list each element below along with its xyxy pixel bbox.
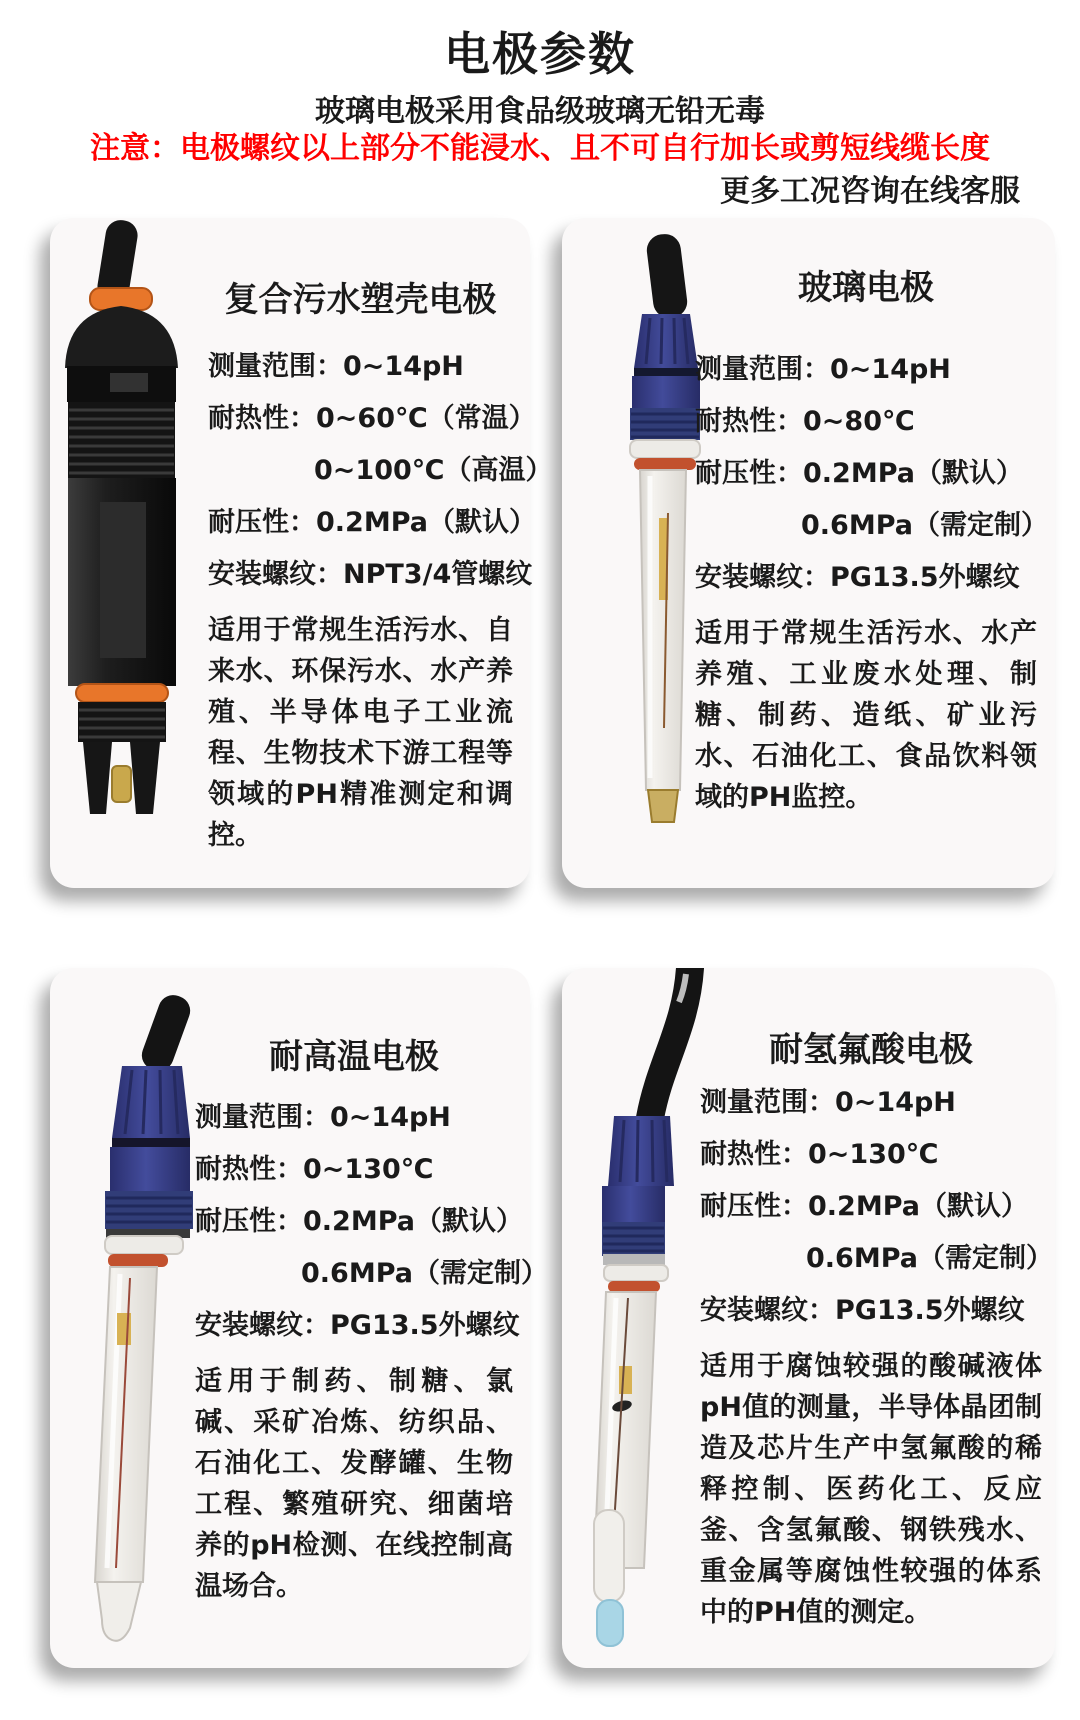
spec-line: 耐压性：0.2MPa（默认） [700, 1191, 1028, 1222]
product-title: 复合污水塑壳电极 [224, 280, 497, 320]
warning-text: 注意：电极螺纹以上部分不能浸水、且不可自行加长或剪短线缆长度 [90, 131, 990, 166]
page-subtitle: 玻璃电极采用食品级玻璃无铅无毒 [315, 94, 765, 129]
spec-line: 耐压性：0.2MPa（默认） [208, 507, 536, 538]
spec-line: 耐热性：0~80℃ [695, 406, 915, 437]
spec-list [195, 1101, 548, 1343]
spec-line: 耐热性：0~130℃ [195, 1154, 434, 1185]
spec-line: 耐热性：0~60℃（常温） [208, 403, 536, 434]
spec-line: 耐热性：0~130℃ [700, 1139, 939, 1170]
card-glass-electrode [562, 218, 1055, 888]
spec-line: 安装螺纹：PG13.5外螺纹 [195, 1310, 520, 1341]
product-title: 玻璃电极 [798, 268, 934, 308]
product-title: 耐高温电极 [269, 1037, 439, 1077]
spec-line: 0.6MPa（需定制） [806, 1243, 1053, 1274]
spec-line: 测量范围：0~14pH [695, 354, 951, 385]
card-content [208, 280, 553, 856]
spec-line: 安装螺纹：PG13.5外螺纹 [695, 562, 1020, 593]
product-description: 适用于制药、制糖、氯碱、采矿冶炼、纺织品、石油化工、发酵罐、生物工程、繁殖研究、细菌培养的pH检测、在线控制高温场合。 [195, 1366, 513, 1602]
card-hf-acid-electrode [562, 968, 1055, 1668]
customer-service-note: 更多工况咨询在线客服 [720, 174, 1020, 209]
card-content [695, 268, 1048, 818]
spec-line: 0~100℃（高温） [314, 455, 553, 486]
spec-line: 耐压性：0.2MPa（默认） [195, 1206, 523, 1237]
card-high-temperature-electrode [50, 968, 548, 1668]
spec-list [695, 353, 1048, 595]
spec-line: 安装螺纹：PG13.5外螺纹 [700, 1295, 1025, 1326]
spec-line: 0.6MPa（需定制） [801, 510, 1048, 541]
spec-line: 0.6MPa（需定制） [301, 1258, 548, 1289]
product-title: 耐氢氟酸电极 [769, 1030, 973, 1070]
card-composite-sewage-electrode [50, 218, 553, 888]
card-content [700, 1030, 1053, 1633]
card-content [195, 1037, 548, 1607]
spec-line: 测量范围：0~14pH [195, 1102, 451, 1133]
product-description: 适用于常规生活污水、自来水、环保污水、水产养殖、半导体电子工业流程、生物技术下游工程等领域的PH精准测定和调控。 [208, 615, 513, 851]
spec-list [208, 350, 553, 592]
spec-line: 耐压性：0.2MPa（默认） [695, 458, 1023, 489]
page-title: 电极参数 [444, 27, 636, 81]
spec-line: 测量范围：0~14pH [208, 351, 464, 382]
spec-list [700, 1086, 1053, 1328]
product-description: 适用于腐蚀较强的酸碱液体pH值的测量，半导体晶团制造及芯片生产中氢氟酸的稀释控制、医药化工、反应釜、含氢氟酸、钢铁残水、重金属等腐蚀性较强的体系中的PH值的测定。 [700, 1351, 1042, 1628]
spec-line: 安装螺纹：NPT3/4管螺纹 [208, 559, 533, 590]
spec-line: 测量范围：0~14pH [700, 1087, 956, 1118]
product-description: 适用于常规生活污水、水产养殖、工业废水处理、制糖、制药、造纸、矿业污水、石油化工、食品饮料领域的PH监控。 [695, 618, 1037, 813]
